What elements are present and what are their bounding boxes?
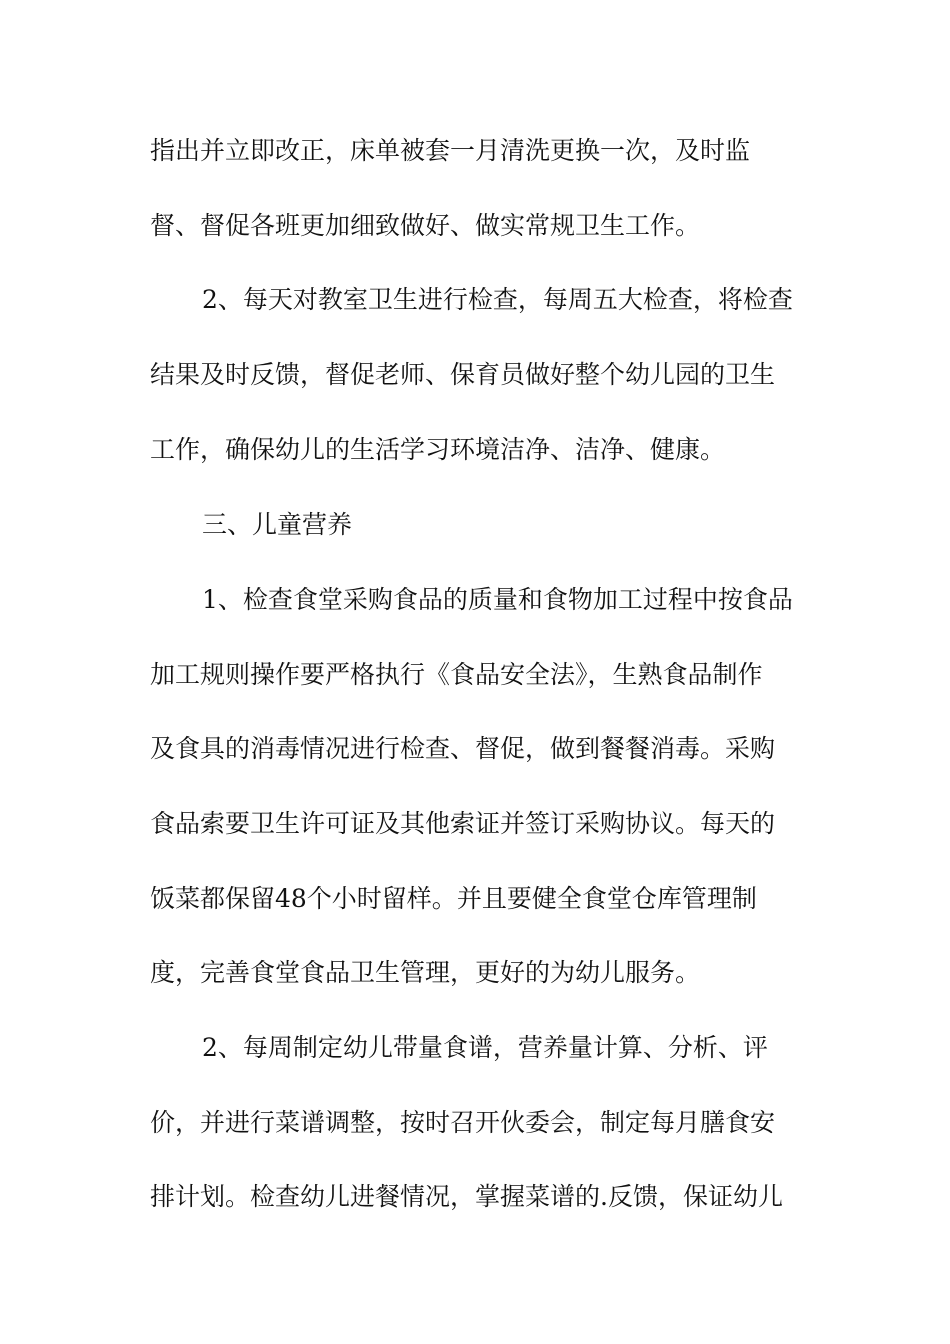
text-line: 排计划。检查幼儿进餐情况，掌握菜谱的.反馈，保证幼儿: [150, 1182, 783, 1211]
text-line: 工作，确保幼儿的生活学习环境洁净、洁净、健康。: [150, 435, 726, 464]
paragraph-start-line: 2、每周制定幼儿带量食谱，营养量计算、分析、评: [202, 1033, 768, 1062]
text-line: 饭菜都保留48个小时留样。并且要健全食堂仓库管理制: [150, 884, 757, 913]
paragraph-start-line: 2、每天对教室卫生进行检查，每周五大检查，将检查: [202, 285, 793, 314]
text-line: 度，完善食堂食品卫生管理，更好的为幼儿服务。: [150, 958, 701, 987]
text-line: 价，并进行菜谱调整，按时召开伙委会，制定每月膳食安: [150, 1108, 776, 1137]
section-heading: 三、儿童营养: [202, 510, 353, 539]
text-line: 督、督促各班更加细致做好、做实常规卫生工作。: [150, 211, 701, 240]
paragraph-start-line: 1、检查食堂采购食品的质量和食物加工过程中按食品: [202, 585, 793, 614]
text-line: 及食具的消毒情况进行检查、督促，做到餐餐消毒。采购: [150, 734, 776, 763]
text-line: 指出并立即改正，床单被套一月清洗更换一次，及时监: [150, 136, 751, 165]
text-line: 结果及时反馈，督促老师、保育员做好整个幼儿园的卫生: [150, 360, 776, 389]
text-line: 食品索要卫生许可证及其他索证并签订采购协议。每天的: [150, 809, 776, 838]
text-line: 加工规则操作要严格执行《食品安全法》，生熟食品制作: [150, 660, 763, 689]
